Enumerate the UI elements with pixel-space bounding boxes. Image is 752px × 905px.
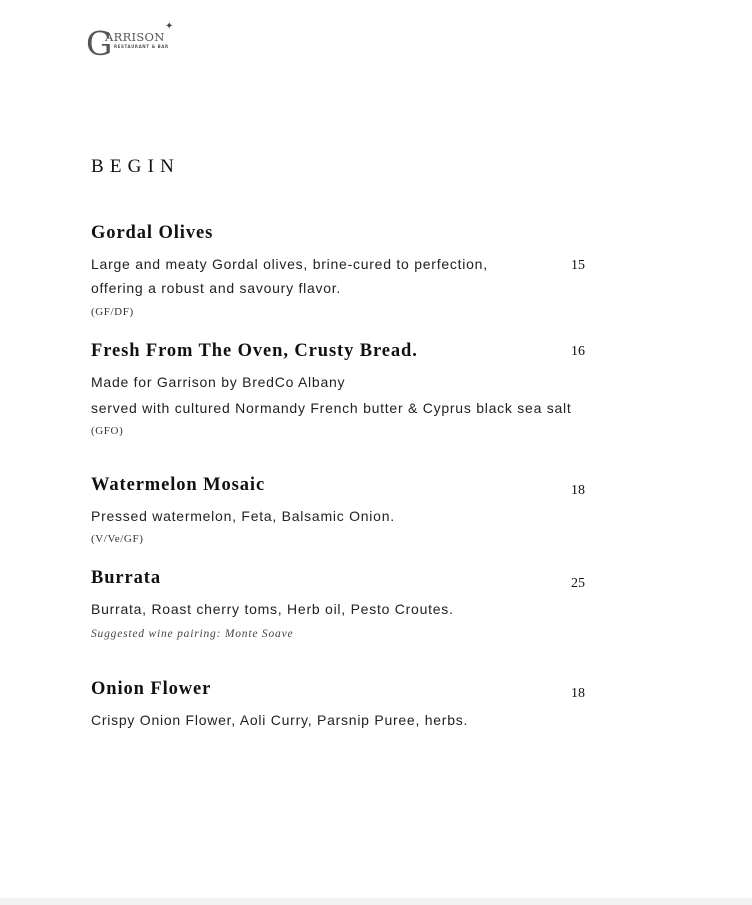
item-description-line: served with cultured Normandy French butter & Cyprus black sea salt bbox=[91, 400, 572, 416]
dietary-tag: (GFO) bbox=[91, 425, 124, 437]
item-name: Gordal Olives bbox=[91, 223, 214, 243]
item-description-line: Large and meaty Gordal olives, brine-cured to perfection, bbox=[91, 256, 488, 272]
item-description-line: offering a robust and savoury flavor. bbox=[91, 280, 342, 296]
item-name: Onion Flower bbox=[91, 679, 212, 699]
item-price: 15 bbox=[571, 258, 585, 273]
item-name: Fresh From The Oven, Crusty Bread. bbox=[91, 341, 418, 361]
star-icon: ✦ bbox=[165, 21, 174, 32]
section-title: BEGIN bbox=[91, 156, 181, 177]
item-name: Watermelon Mosaic bbox=[91, 475, 266, 495]
logo-subtitle: RESTAURANT & BAR bbox=[114, 44, 169, 49]
item-price: 18 bbox=[571, 483, 585, 498]
logo-initial: G bbox=[86, 24, 113, 63]
item-description-line: Burrata, Roast cherry toms, Herb oil, Pesto Croutes. bbox=[91, 601, 454, 617]
item-description-line: Made for Garrison by BredCo Albany bbox=[91, 374, 346, 390]
item-name: Burrata bbox=[91, 568, 162, 588]
logo-wordmark: ARRISON bbox=[105, 30, 165, 44]
garrison-logo[interactable] bbox=[86, 22, 178, 64]
item-price: 16 bbox=[571, 344, 585, 359]
item-description-line: Pressed watermelon, Feta, Balsamic Onion. bbox=[91, 508, 395, 524]
item-price: 25 bbox=[571, 576, 585, 591]
item-description-line: Crispy Onion Flower, Aoli Curry, Parsnip Puree, herbs. bbox=[91, 712, 469, 728]
wine-pairing-note: Suggested wine pairing: Monte Soave bbox=[91, 628, 294, 640]
item-price: 18 bbox=[571, 686, 585, 701]
dietary-tag: (V/Ve/GF) bbox=[91, 533, 144, 545]
dietary-tag: (GF/DF) bbox=[91, 306, 134, 318]
